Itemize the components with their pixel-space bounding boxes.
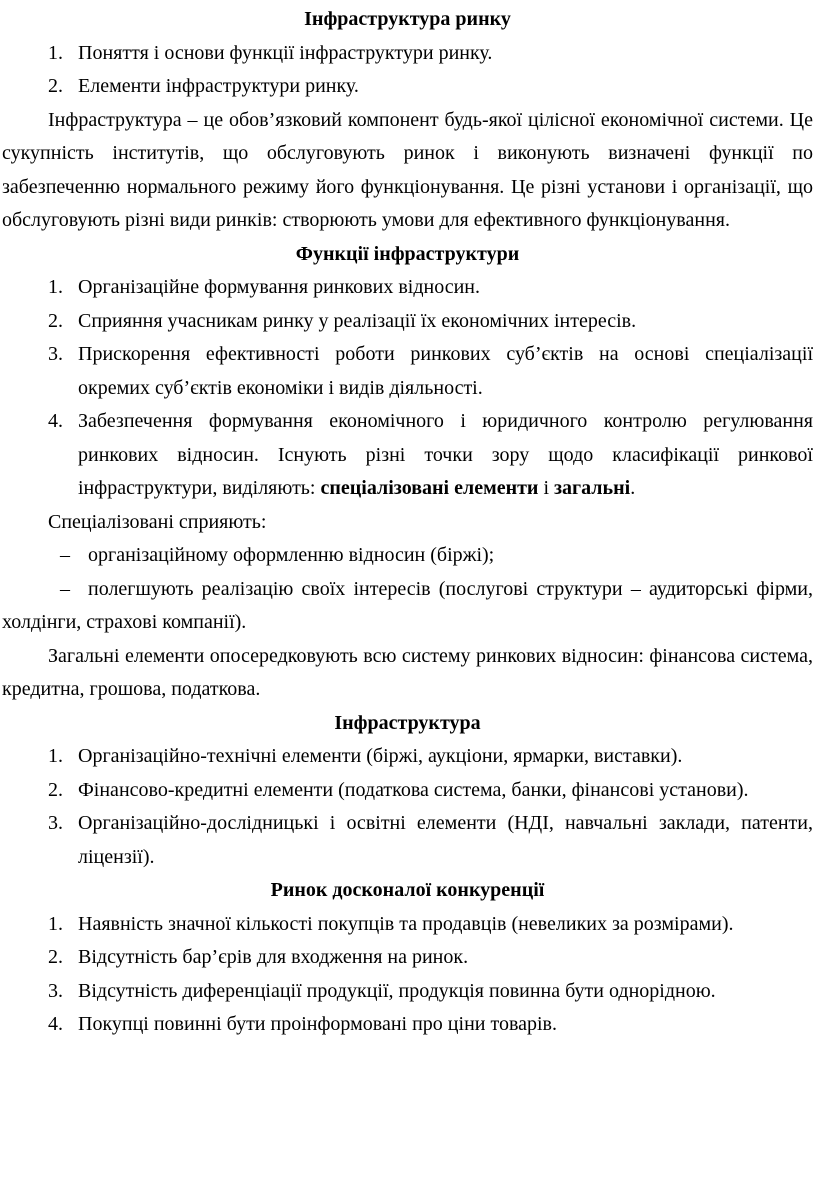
list-item [2, 70, 813, 104]
list-text: Прискорення ефективності роботи ринкових суб’єктів на основі спеціалізації окремих суб’єктів економіки і видів діяльності. [78, 343, 813, 399]
dash-item [2, 573, 813, 640]
list-number: 1. [48, 745, 63, 767]
dash-text: полегшують реалізацію своїх інтересів (послугові структури – аудиторські фірми, холдінги, страхові компанії). [2, 577, 813, 633]
list-text: Відсутність диференціації продукції, продукція повинна бути однорідною. [78, 979, 716, 1002]
list-text: Організаційне формування ринкових відносин. [78, 276, 480, 298]
list-item [2, 37, 813, 71]
list-item [2, 807, 813, 874]
functions-list [2, 271, 813, 506]
list-text: Покупці повинні бути проінформовані про ціни товарів. [78, 1013, 558, 1035]
list-item [2, 1008, 813, 1042]
list-text: Поняття і основи функції інфраструктури ринку. [78, 41, 493, 64]
list-item [2, 305, 813, 339]
heading-infrastructure: Інфраструктура [334, 711, 481, 734]
dash-text: організаційному оформленню відносин (біржі); [88, 544, 495, 566]
dash-item [2, 539, 813, 573]
list-item [2, 271, 813, 305]
list-text: Забезпечення формування економічного і юридичного контролю регулювання ринкових відносин. Існують різні точки зору щодо класифікації ринкової інфраструктури, виділяють: [78, 410, 813, 499]
general-paragraph: Загальні елементи опосередковують всю систему ринкових відносин: фінансова система, кредитна, грошова, податкова. [2, 644, 813, 700]
heading-perfect-competition: Ринок досконалої конкуренції [270, 879, 545, 901]
list-text-end: . [630, 477, 636, 499]
list-item [2, 774, 813, 808]
list-text: Елементи інфраструктури ринку. [78, 75, 359, 97]
list-number: 2. [48, 946, 63, 968]
list-text: Відсутність бар’єрів для входження на ринок. [78, 946, 469, 968]
list-number: 4. [48, 1013, 63, 1035]
list-number: 2. [48, 778, 63, 801]
dash-mark: – [60, 544, 70, 566]
specialized-intro: Спеціалізовані сприяють: [48, 510, 267, 533]
list-number: 2. [48, 309, 63, 332]
list-text-mid: і [538, 477, 555, 499]
list-number: 4. [48, 410, 63, 432]
heading-infrastructure-market: Інфраструктура ринку [304, 8, 511, 30]
list-item [2, 975, 813, 1009]
infrastructure-list [2, 740, 813, 874]
bold-general: загальні [554, 477, 631, 499]
list-number: 3. [48, 812, 63, 834]
list-item [2, 740, 813, 774]
heading-functions: Функції інфраструктури [295, 242, 520, 265]
list-text: Сприяння учасникам ринку у реалізації їх економічних інтересів. [78, 309, 637, 332]
dash-mark: – [60, 577, 70, 600]
topics-list [2, 37, 813, 104]
list-text: Фінансово-кредитні елементи (податкова система, банки, фінансові установи). [78, 778, 749, 801]
list-item [2, 405, 813, 506]
list-number: 3. [48, 979, 63, 1002]
list-number: 1. [48, 276, 63, 298]
list-item [2, 908, 813, 942]
list-text: Організаційно-дослідницькі і освітні елементи (НДІ, навчальні заклади, патенти, ліцензії). [78, 812, 813, 868]
list-number: 1. [48, 912, 63, 935]
competition-list [2, 908, 813, 1042]
list-number: 3. [48, 343, 63, 365]
list-item [2, 338, 813, 405]
list-number: 1. [48, 41, 63, 64]
list-text: Організаційно-технічні елементи (біржі, аукціони, ярмарки, виставки). [78, 745, 683, 767]
document-page [2, 3, 813, 1042]
list-item [2, 941, 813, 975]
bold-specialized: спеціалізовані елементи [320, 477, 539, 499]
list-number: 2. [48, 75, 63, 97]
list-text: Наявність значної кількості покупців та продавців (невеликих за розмірами). [78, 912, 734, 935]
definition-paragraph: Інфраструктура – це обов’язковий компонент будь-якої цілісної економічної системи. Це сукупність інститутів, що обслуговують ринок і виконують визначені функції по забезпеченню нормального режиму його функціонування. Це різні установи і організації, що обслуговують різні види ринків: створюють умови для ефективного функціонування. [2, 108, 813, 231]
